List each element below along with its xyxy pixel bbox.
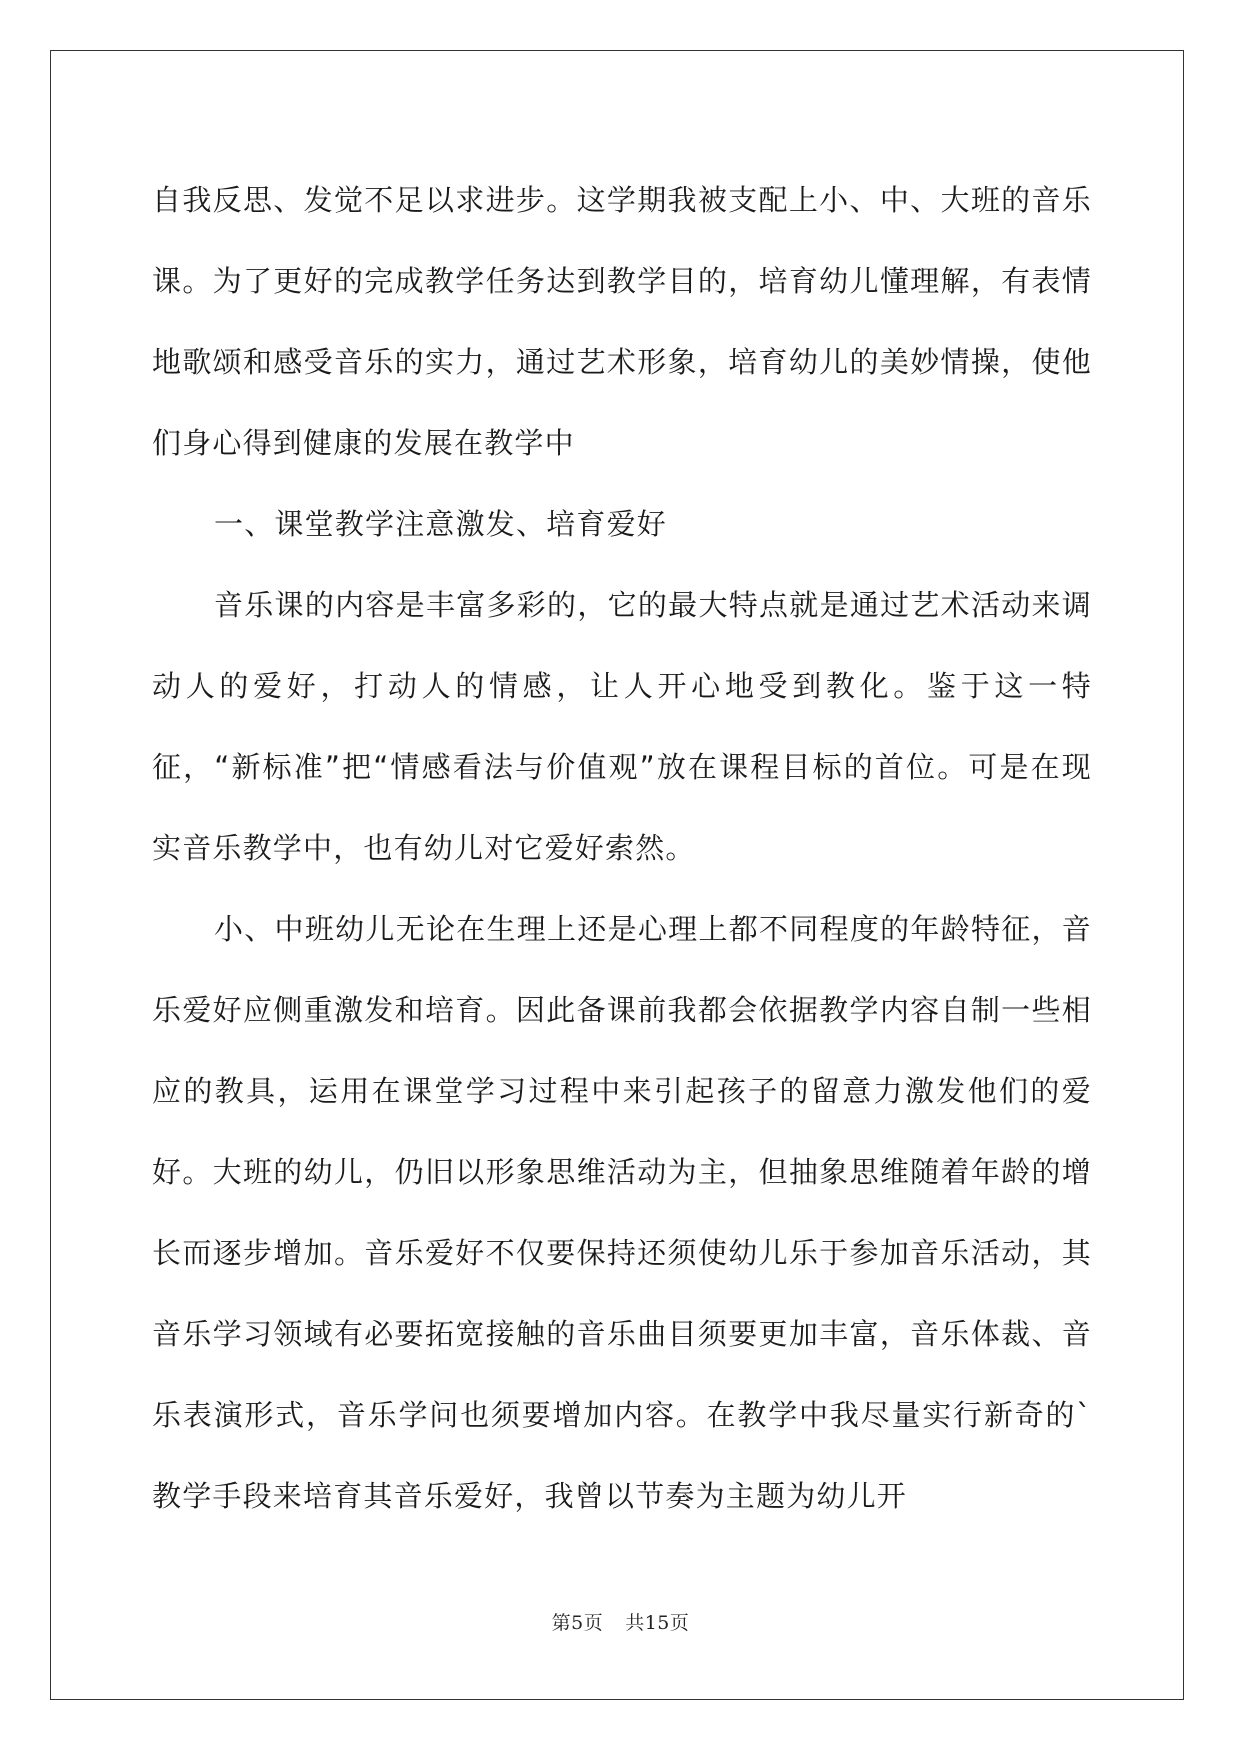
paragraph-class-interest: 小、中班幼儿无论在生理上还是心理上都不同程度的年龄特征，音乐爱好应侧重激发和培育。因此备课前我都会依据教学内容自制一些相应的教具，运用在课堂学习过程中来引起孩子的留意力激发他们的爱好。大班的幼儿，仍旧以形象思维活动为主，但抽象思维随着年龄的增长而逐步增加。音乐爱好不仅要保持还须使幼儿乐于参加音乐活动，其音乐学习领域有必要拓宽接触的音乐曲目须要更加丰富，音乐体裁、音乐表演形式，音乐学问也须要增加内容。在教学中我尽量实行新奇的`教学手段来培育其音乐爱好，我曾以节奏为主题为幼儿开	[152, 912, 1092, 1513]
page-total: 共15页	[625, 1612, 690, 1634]
paragraph-music-content: 音乐课的内容是丰富多彩的，它的最大特点就是通过艺术活动来调动人的爱好，打动人的情感，让人开心地受到教化。鉴于这一特征，“新标准”把“情感看法与价值观”放在课程目标的首位。可是在现实音乐教学中，也有幼儿对它爱好索然。	[152, 588, 1092, 865]
page-number: 第5页	[551, 1612, 604, 1634]
section-heading: 一、课堂教学注意激发、培育爱好	[214, 507, 668, 541]
page-footer	[0, 1608, 1241, 1635]
document-body	[152, 160, 1092, 1537]
paragraph-intro: 自我反思、发觉不足以求进步。这学期我被支配上小、中、大班的音乐课。为了更好的完成教学任务达到教学目的，培育幼儿懂理解，有表情地歌颂和感受音乐的实力，通过艺术形象，培育幼儿的美妙情操，使他们身心得到健康的发展在教学中	[152, 183, 1092, 460]
